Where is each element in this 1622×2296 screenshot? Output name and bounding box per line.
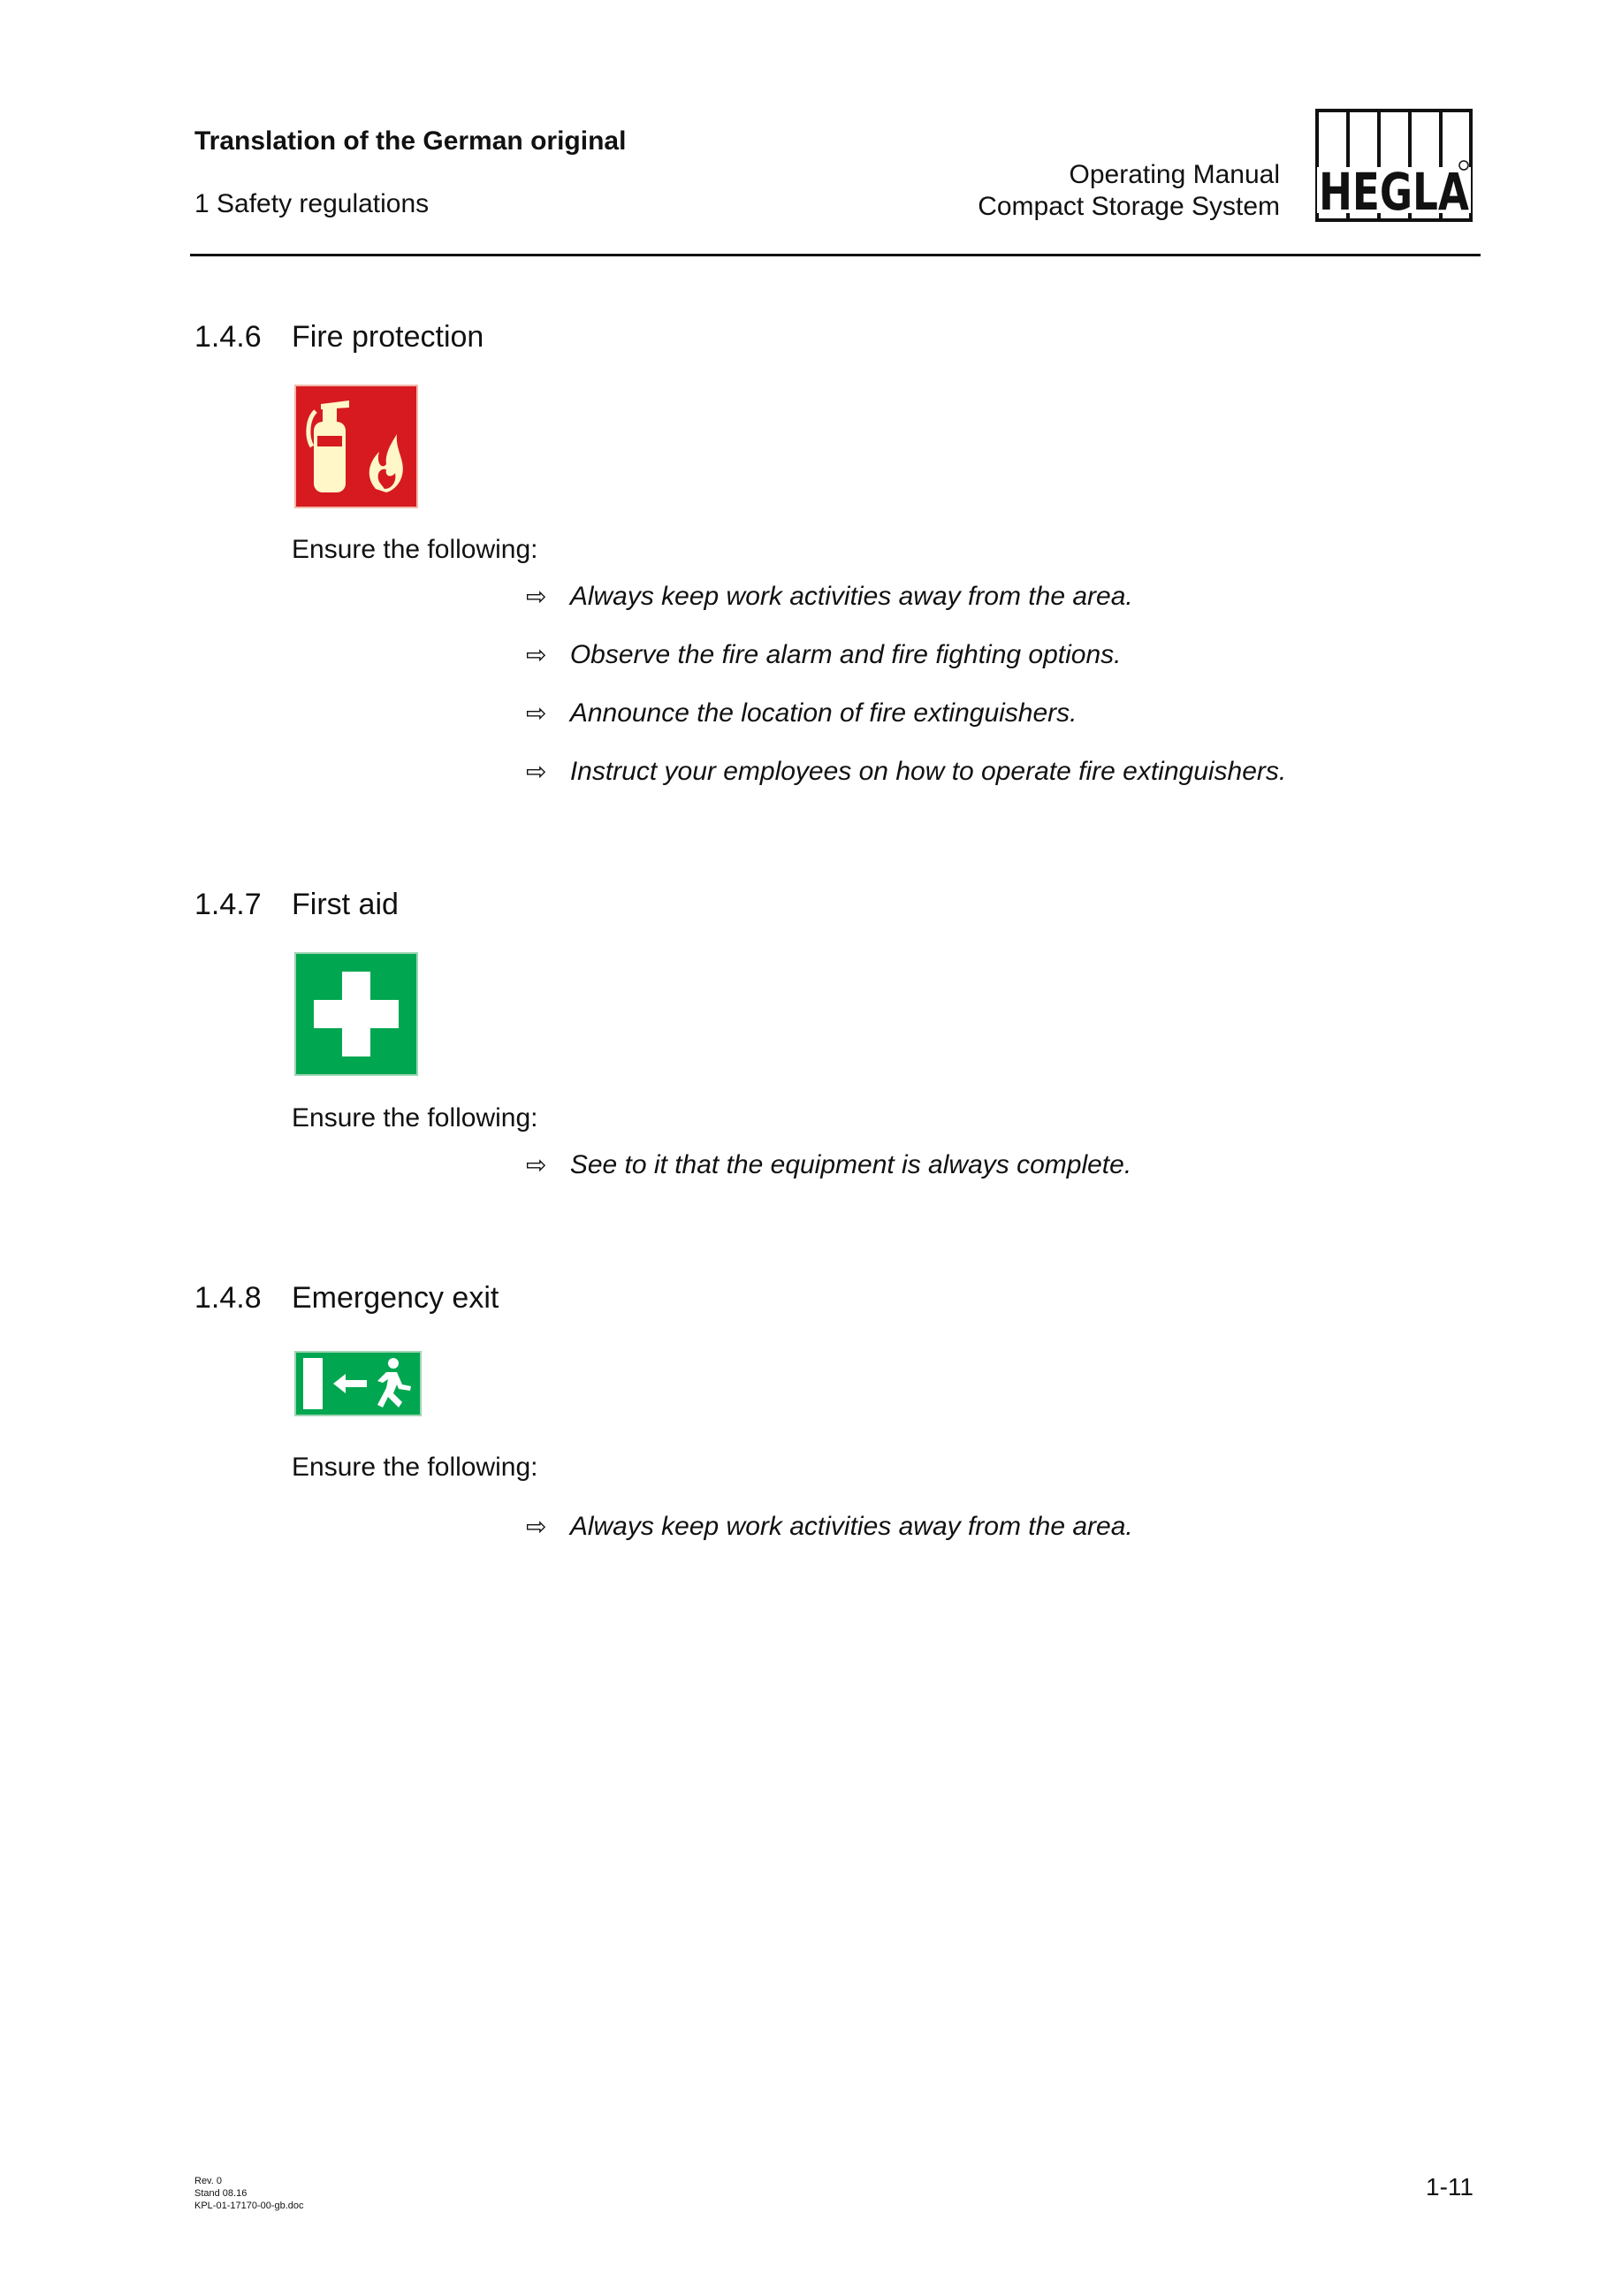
emergency-exit-sign-icon bbox=[294, 1351, 422, 1416]
logo-text: HEGLA bbox=[1319, 162, 1470, 222]
section-title-fire-protection: Fire protection bbox=[292, 320, 484, 354]
footer-revision: Rev. 0 bbox=[194, 2176, 222, 2186]
arrow-right-icon: ⇨ bbox=[526, 758, 547, 785]
list-item-text: See to it that the equipment is always complete. bbox=[569, 1150, 1132, 1179]
list-item-text: Observe the fire alarm and fire fighting options. bbox=[569, 640, 1122, 669]
section-intro: Ensure the following: bbox=[292, 1103, 538, 1133]
footer-stand: Stand 08.16 bbox=[194, 2188, 247, 2199]
list-item-text: Announce the location of fire extinguishers. bbox=[569, 698, 1078, 728]
arrow-right-icon: ⇨ bbox=[526, 1513, 547, 1540]
section-intro: Ensure the following: bbox=[292, 1453, 538, 1482]
section-title-first-aid: First aid bbox=[292, 888, 399, 921]
header-divider bbox=[190, 254, 1481, 256]
footer-meta bbox=[194, 2175, 304, 2212]
arrow-right-icon: ⇨ bbox=[526, 583, 547, 610]
list-item bbox=[526, 698, 1078, 728]
list-item bbox=[526, 1150, 1131, 1180]
section-number: 1.4.8 bbox=[194, 1281, 262, 1315]
page-number: 1-11 bbox=[1426, 2173, 1474, 2201]
list-item bbox=[526, 582, 1133, 612]
section-number: 1.4.6 bbox=[194, 320, 262, 354]
list-item-text: Instruct your employees on how to operate fire extinguishers. bbox=[569, 757, 1287, 786]
fire-extinguisher-sign-icon bbox=[294, 385, 418, 508]
section-intro: Ensure the following: bbox=[292, 535, 538, 564]
arrow-right-icon: ⇨ bbox=[526, 699, 547, 727]
chapter-title: 1 Safety regulations bbox=[194, 189, 430, 218]
section-number: 1.4.7 bbox=[194, 888, 262, 921]
list-item bbox=[526, 640, 1121, 670]
hegla-logo bbox=[1315, 109, 1473, 222]
manual-title-line2: Compact Storage System bbox=[978, 192, 1280, 221]
section-title-emergency-exit: Emergency exit bbox=[292, 1281, 499, 1315]
arrow-right-icon: ⇨ bbox=[526, 641, 547, 668]
arrow-right-icon: ⇨ bbox=[526, 1151, 547, 1179]
manual-title-line1: Operating Manual bbox=[1069, 160, 1280, 189]
manual-title bbox=[978, 159, 1280, 223]
footer-document-id: KPL-01-17170-00-gb.doc bbox=[194, 2201, 304, 2211]
list-item-text: Always keep work activities away from the area. bbox=[569, 1512, 1133, 1541]
list-item bbox=[526, 1512, 1133, 1542]
list-item bbox=[526, 757, 1286, 787]
list-item-text: Always keep work activities away from the area. bbox=[569, 582, 1133, 611]
first-aid-sign-icon bbox=[294, 952, 418, 1076]
document-title: Translation of the German original bbox=[194, 126, 627, 156]
